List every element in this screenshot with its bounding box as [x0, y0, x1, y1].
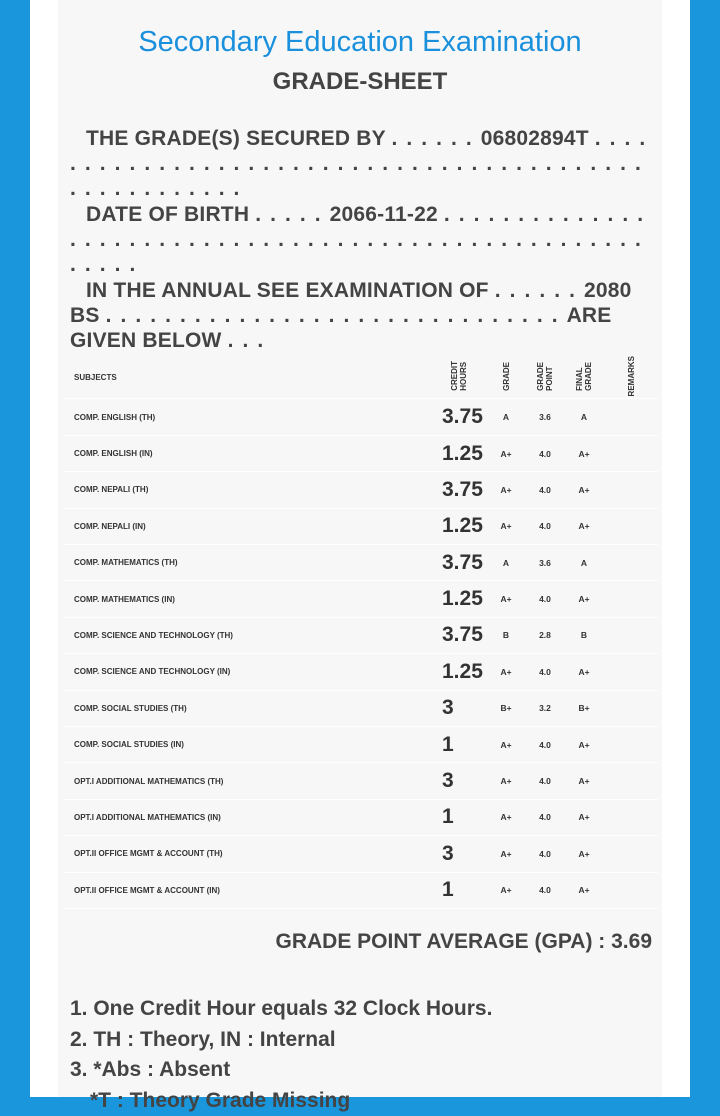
credit-hours-cell: 1.25	[432, 581, 486, 617]
grade-point-cell: 4.0	[526, 872, 564, 908]
subject-cell: OPT.II OFFICE MGMT & ACCOUNT (IN)	[64, 872, 432, 908]
grade-point-cell: 4.0	[526, 799, 564, 835]
subject-cell: OPT.I ADDITIONAL MATHEMATICS (IN)	[64, 799, 432, 835]
table-header-row	[64, 356, 658, 399]
grade-cell: A+	[486, 836, 526, 872]
header-subjects: SUBJECTS	[64, 356, 432, 399]
grade-cell: B+	[486, 690, 526, 726]
credit-hours-cell: 3.75	[432, 472, 486, 508]
grade-point-cell: 3.2	[526, 690, 564, 726]
table-row	[64, 763, 658, 799]
subject-cell: COMP. NEPALI (IN)	[64, 508, 432, 544]
credit-hours-cell: 1	[432, 799, 486, 835]
gpa-value: 3.69	[611, 930, 652, 953]
dob-value: 2066-11-22	[330, 203, 438, 226]
table-row	[64, 472, 658, 508]
note-item: 3. *Abs : Absent	[70, 1055, 660, 1086]
remarks-cell	[604, 617, 658, 653]
remarks-cell	[604, 799, 658, 835]
grade-point-cell: 4.0	[526, 836, 564, 872]
grade-cell: A+	[486, 763, 526, 799]
final-grade-cell: A+	[564, 472, 604, 508]
grade-cell: A+	[486, 726, 526, 762]
grade-cell: A+	[486, 581, 526, 617]
grade-cell: A	[486, 399, 526, 435]
sheet-subtitle: GRADE-SHEET	[58, 68, 662, 96]
table-row	[64, 872, 658, 908]
grades-table	[64, 356, 658, 909]
dob-label: DATE OF BIRTH	[86, 203, 249, 226]
subject-cell: COMP. ENGLISH (IN)	[64, 435, 432, 471]
credit-hours-cell: 3	[432, 690, 486, 726]
header-grade: GRADE	[486, 356, 526, 399]
remarks-cell	[604, 654, 658, 690]
remarks-cell	[604, 472, 658, 508]
subject-cell: COMP. NEPALI (TH)	[64, 472, 432, 508]
credit-hours-cell: 1	[432, 872, 486, 908]
note-item: 2. TH : Theory, IN : Internal	[70, 1025, 660, 1056]
credit-hours-cell: 3.75	[432, 399, 486, 435]
credit-hours-cell: 3.75	[432, 617, 486, 653]
grade-cell: A+	[486, 799, 526, 835]
grade-point-cell: 3.6	[526, 545, 564, 581]
credit-hours-cell: 1	[432, 726, 486, 762]
remarks-cell	[604, 435, 658, 471]
grade-point-cell: 4.0	[526, 654, 564, 690]
header-remarks: REMARKS	[604, 356, 658, 399]
final-grade-cell: B	[564, 617, 604, 653]
dob-line: DATE OF BIRTH . . . . . 2066-11-22 . . . . . . . . . . . . . . . . . . . . . . . . . . . . . . . . . . . . . . . . . . . . . . . . . . . . . . . . . .	[70, 202, 652, 277]
credit-hours-cell: 1.25	[432, 508, 486, 544]
final-grade-cell: A+	[564, 799, 604, 835]
table-row	[64, 836, 658, 872]
remarks-cell	[604, 508, 658, 544]
exam-year: 2080 BS	[70, 279, 632, 327]
table-row	[64, 654, 658, 690]
final-grade-cell: A	[564, 399, 604, 435]
note-item: 1. One Credit Hour equals 32 Clock Hours.	[70, 994, 660, 1025]
grade-cell: A+	[486, 872, 526, 908]
note-item: *T : Theory Grade Missing	[70, 1086, 660, 1116]
exam-line: IN THE ANNUAL SEE EXAMINATION OF . . . . . . 2080 BS . . . . . . . . . . . . . . . . . . . . . . . . . . . . . . . ARE GIVEN BELOW . . .	[70, 278, 652, 353]
secured-by-label: THE GRADE(S) SECURED BY	[86, 127, 385, 150]
secured-by-line: THE GRADE(S) SECURED BY . . . . . . 06802894T . . . . . . . . . . . . . . . . . . . . . . . . . . . . . . . . . . . . . . . . . . . . . . . . . . . . . . .	[70, 126, 652, 201]
remarks-cell	[604, 763, 658, 799]
header-grade-point: GRADE POINT	[526, 356, 564, 399]
subject-cell: OPT.II OFFICE MGMT & ACCOUNT (TH)	[64, 836, 432, 872]
remarks-cell	[604, 399, 658, 435]
remarks-cell	[604, 581, 658, 617]
credit-hours-cell: 3.75	[432, 545, 486, 581]
exam-label: IN THE ANNUAL SEE EXAMINATION OF	[86, 279, 489, 302]
credit-hours-cell: 1.25	[432, 435, 486, 471]
subject-cell: COMP. SCIENCE AND TECHNOLOGY (IN)	[64, 654, 432, 690]
grade-point-cell: 4.0	[526, 508, 564, 544]
final-grade-cell: A+	[564, 581, 604, 617]
table-row	[64, 545, 658, 581]
given-below: ARE GIVEN BELOW	[70, 304, 612, 352]
table-row	[64, 508, 658, 544]
page	[30, 0, 690, 1097]
credit-hours-cell: 1.25	[432, 654, 486, 690]
grade-cell: A	[486, 545, 526, 581]
grade-cell: A+	[486, 435, 526, 471]
grade-cell: B	[486, 617, 526, 653]
gpa-line	[275, 930, 652, 954]
subject-cell: COMP. MATHEMATICS (IN)	[64, 581, 432, 617]
subject-cell: COMP. SOCIAL STUDIES (TH)	[64, 690, 432, 726]
final-grade-cell: A+	[564, 508, 604, 544]
grade-point-cell: 3.6	[526, 399, 564, 435]
remarks-cell	[604, 690, 658, 726]
grade-cell: A+	[486, 508, 526, 544]
final-grade-cell: A+	[564, 435, 604, 471]
gpa-label: GRADE POINT AVERAGE (GPA) :	[275, 930, 605, 953]
exam-title: Secondary Education Examination	[58, 26, 662, 59]
final-grade-cell: A+	[564, 872, 604, 908]
remarks-cell	[604, 545, 658, 581]
subject-cell: OPT.I ADDITIONAL MATHEMATICS (TH)	[64, 763, 432, 799]
final-grade-cell: A	[564, 545, 604, 581]
credit-hours-cell: 3	[432, 763, 486, 799]
subject-cell: COMP. SCIENCE AND TECHNOLOGY (TH)	[64, 617, 432, 653]
notes	[70, 994, 660, 1116]
grade-point-cell: 4.0	[526, 581, 564, 617]
table-row	[64, 726, 658, 762]
final-grade-cell: A+	[564, 763, 604, 799]
subject-cell: COMP. SOCIAL STUDIES (IN)	[64, 726, 432, 762]
remarks-cell	[604, 872, 658, 908]
header-credit-hours: CREDIT HOURS	[432, 356, 486, 399]
final-grade-cell: A+	[564, 836, 604, 872]
table-row	[64, 617, 658, 653]
remarks-cell	[604, 836, 658, 872]
grade-point-cell: 4.0	[526, 726, 564, 762]
grade-sheet	[58, 0, 662, 1097]
grade-point-cell: 4.0	[526, 763, 564, 799]
credit-hours-cell: 3	[432, 836, 486, 872]
subject-cell: COMP. ENGLISH (TH)	[64, 399, 432, 435]
grade-point-cell: 2.8	[526, 617, 564, 653]
header-final-grade: FINAL GRADE	[564, 356, 604, 399]
symbol-number: 06802894T	[481, 127, 589, 150]
table-row	[64, 581, 658, 617]
final-grade-cell: A+	[564, 654, 604, 690]
final-grade-cell: A+	[564, 726, 604, 762]
grade-point-cell: 4.0	[526, 435, 564, 471]
grade-cell: A+	[486, 472, 526, 508]
table-row	[64, 435, 658, 471]
grade-point-cell: 4.0	[526, 472, 564, 508]
table-row	[64, 799, 658, 835]
table-row	[64, 690, 658, 726]
remarks-cell	[604, 726, 658, 762]
subject-cell: COMP. MATHEMATICS (TH)	[64, 545, 432, 581]
final-grade-cell: B+	[564, 690, 604, 726]
grade-cell: A+	[486, 654, 526, 690]
table-row	[64, 399, 658, 435]
